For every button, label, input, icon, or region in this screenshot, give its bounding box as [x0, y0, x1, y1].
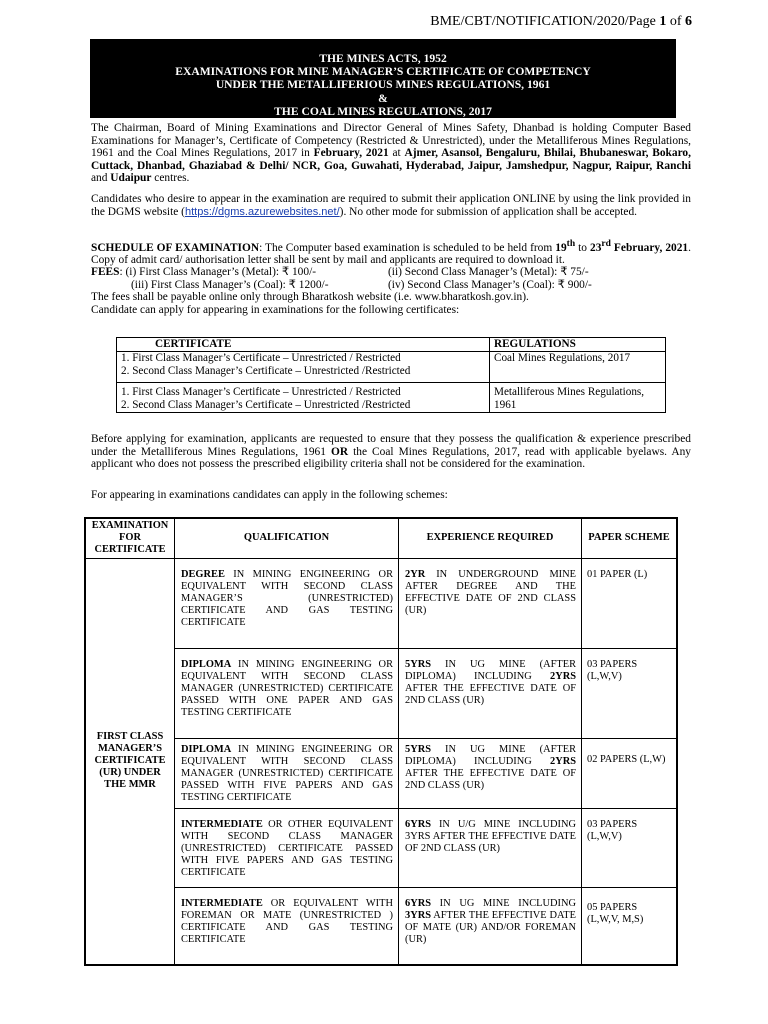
- title-banner: [90, 39, 676, 118]
- fees-payable-note: The fees shall be payable online only through Bharatkosh website (i.e. www.bharatkosh.gov.in).: [91, 291, 529, 304]
- regulation-cell: Metalliferous Mines Regulations, 1961: [490, 383, 666, 413]
- certificate-item: 2. Second Class Manager’s Certificate – Unrestricted /Restricted: [121, 399, 411, 411]
- schedule-paragraph: SCHEDULE OF EXAMINATION: The Computer based examination is scheduled to be held from 19th to 23rd February, 2021. Copy of admit card/ authorisation letter shall be sent by mail and applicants are required to download it.: [91, 239, 691, 267]
- experience-cell: 5YRS IN UG MINE (AFTER DIPLOMA) INCLUDING 2YRS AFTER THE EFFECTIVE DATE OF 2ND CLASS (UR): [399, 738, 582, 808]
- fee-item: (iii) First Class Manager’s (Coal): ₹ 1200/-: [131, 278, 329, 291]
- fees-section: FEES: (i) First Class Manager’s (Metal): ₹ 100/- (ii) Second Class Manager’s (Metal): ₹ 75/- (iii) First Class Manager’s (Coal): ₹ 1200/- (iv) Second Class Manager’s (Coal): ₹ 900/- The fees shall be payable online only through Bharatkosh website (i.e. www.bharatkosh.gov.in). Candidate can apply for appearing in examinations for the following certificates:: [91, 266, 691, 316]
- exam-cell: FIRST CLASS MANAGER’S CERTIFICATE (UR) UNDER THE MMR: [85, 558, 175, 965]
- certificate-item: 2. Second Class Manager’s Certificate – Unrestricted /Restricted: [121, 365, 411, 377]
- qualification-cell: DIPLOMA IN MINING ENGINEERING OR EQUIVALENT WITH SECOND CLASS MANAGER (UNRESTRICTED) CERTIFICATE PASSED WITH FIVE PAPERS AND GAS TESTING CERTIFICATE: [175, 738, 399, 808]
- banner-line: UNDER THE METALLIFERIOUS MINES REGULATIONS, 1961: [215, 78, 551, 92]
- experience-cell: 6YRS IN U/G MINE INCLUDING 3YRS AFTER THE EFFECTIVE DATE OF 2ND CLASS (UR): [399, 808, 582, 887]
- certificates-intro: Candidate can apply for appearing in examinations for the following certificates:: [91, 303, 460, 316]
- intro-paragraph: The Chairman, Board of Mining Examinations and Director General of Mines Safety, Dhanbad is holding Computer Based Examinations for Manager’s, Certificate of Competency (Restricted & Unrestricted), under the Metalliferous Mines Regulations, 1961 and the Coal Mines Regulations, 2017 in February, 2021 at Ajmer, Asansol, Bengaluru, Bhilai, Bhubaneswar, Bokaro, Cuttack, Dhanbad, Ghaziabad & Delhi/ NCR, Goa, Guwahati, Hyderabad, Jaipur, Jamshedpur, Nagpur, Raipur, Ranchi and Udaipur centres.: [91, 122, 691, 185]
- banner-line: EXAMINATIONS FOR MINE MANAGER’S CERTIFICATE OF COMPETENCY: [175, 65, 591, 79]
- page-reference: BME/CBT/NOTIFICATION/2020/Page 1 of 6: [430, 14, 692, 29]
- paper-cell: 05 PAPERS (L,W,V, M,S): [582, 887, 678, 965]
- table-row: [85, 738, 677, 808]
- experience-cell: 2YR IN UNDERGROUND MINE AFTER DEGREE AND THE EFFECTIVE DATE OF 2ND CLASS (UR): [399, 558, 582, 648]
- dgms-website-link[interactable]: https://dgms.azurewebsites.net/: [184, 205, 340, 218]
- certificate-item: 1. First Class Manager’s Certificate – Unrestricted / Restricted: [121, 386, 401, 398]
- banner-line: THE MINES ACTS, 1952: [319, 52, 447, 65]
- paper-cell: 01 PAPER (L): [582, 558, 678, 648]
- table-row: [85, 648, 677, 738]
- banner-line: &: [378, 91, 388, 105]
- paper-cell: 03 PAPERS (L,W,V): [582, 648, 678, 738]
- banner-line: THE COAL MINES REGULATIONS, 2017: [274, 104, 492, 118]
- eligibility-paragraph: Before applying for examination, applicants are requested to ensure that they possess the qualification & experience prescribed under the Metalliferous Mines Regulations, 1961 OR the Coal Mines Regulations, 2017, read with applicable byelaws. Any applicant who does not possess the prescribed eligibility criteria shall not be considered for the examination.: [91, 433, 692, 471]
- qualification-cell: DIPLOMA IN MINING ENGINEERING OR EQUIVALENT WITH SECOND CLASS MANAGER (UNRESTRICTED) CERTIFICATE PASSED WITH ONE PAPER AND GAS TESTING CERTIFICATE: [175, 648, 399, 738]
- qualification-cell: DEGREE IN MINING ENGINEERING OR EQUIVALENT WITH SECOND CLASS MANAGER’S (UNRESTRICTED) CERTIFICATE AND GAS TESTING CERTIFICATE: [175, 558, 399, 648]
- table-row: [85, 887, 677, 965]
- paper-scheme-header: PAPER SCHEME: [582, 518, 678, 558]
- table-row: [85, 808, 677, 887]
- fees-label: FEES: [91, 266, 120, 278]
- certificate-table: [116, 337, 666, 413]
- fee-item: (iv) Second Class Manager’s (Coal): ₹ 900/-: [388, 278, 592, 291]
- certificate-header: CERTIFICATE: [117, 338, 490, 352]
- experience-header: EXPERIENCE REQUIRED: [399, 518, 582, 558]
- table-row: [117, 352, 666, 383]
- regulations-header: REGULATIONS: [490, 338, 666, 352]
- paper-cell: 02 PAPERS (L,W): [582, 738, 678, 808]
- schemes-intro: For appearing in examinations candidates can apply in the following schemes:: [91, 489, 448, 501]
- qualification-cell: INTERMEDIATE OR EQUIVALENT WITH FOREMAN OR MATE (UNRESTRICTED ) CERTIFICATE AND GAS TESTING CERTIFICATE: [175, 887, 399, 965]
- scheme-table: [84, 517, 678, 966]
- table-row: [85, 558, 677, 648]
- fee-item: (ii) Second Class Manager’s (Metal): ₹ 75/-: [388, 266, 589, 278]
- table-row: [117, 383, 666, 413]
- qualification-cell: INTERMEDIATE OR OTHER EQUIVALENT WITH SECOND CLASS MANAGER (UNRESTRICTED) CERTIFICATE PASSED WITH FIVE PAPERS AND GAS TESTING CERTIFICATE: [175, 808, 399, 887]
- regulation-cell: Coal Mines Regulations, 2017: [490, 352, 666, 383]
- qualification-header: QUALIFICATION: [175, 518, 399, 558]
- schedule-label: SCHEDULE OF EXAMINATION: [91, 241, 260, 254]
- experience-cell: 6YRS IN UG MINE INCLUDING 3YRS AFTER THE EFFECTIVE DATE OF MATE (UR) AND/OR FOREMAN (UR): [399, 887, 582, 965]
- online-paragraph: Candidates who desire to appear in the examination are required to submit their application ONLINE by using the link provided in the DGMS website (https://dgms.azurewebsites.net/). No other mode for submission of application shall be accepted.: [91, 193, 691, 218]
- paper-cell: 03 PAPERS (L,W,V): [582, 808, 678, 887]
- experience-cell: 5YRS IN UG MINE (AFTER DIPLOMA) INCLUDING 2YRS AFTER THE EFFECTIVE DATE OF 2ND CLASS (UR): [399, 648, 582, 738]
- exam-header: EXAMINATION FOR CERTIFICATE: [85, 518, 175, 558]
- certificate-item: 1. First Class Manager’s Certificate – Unrestricted / Restricted: [121, 352, 401, 364]
